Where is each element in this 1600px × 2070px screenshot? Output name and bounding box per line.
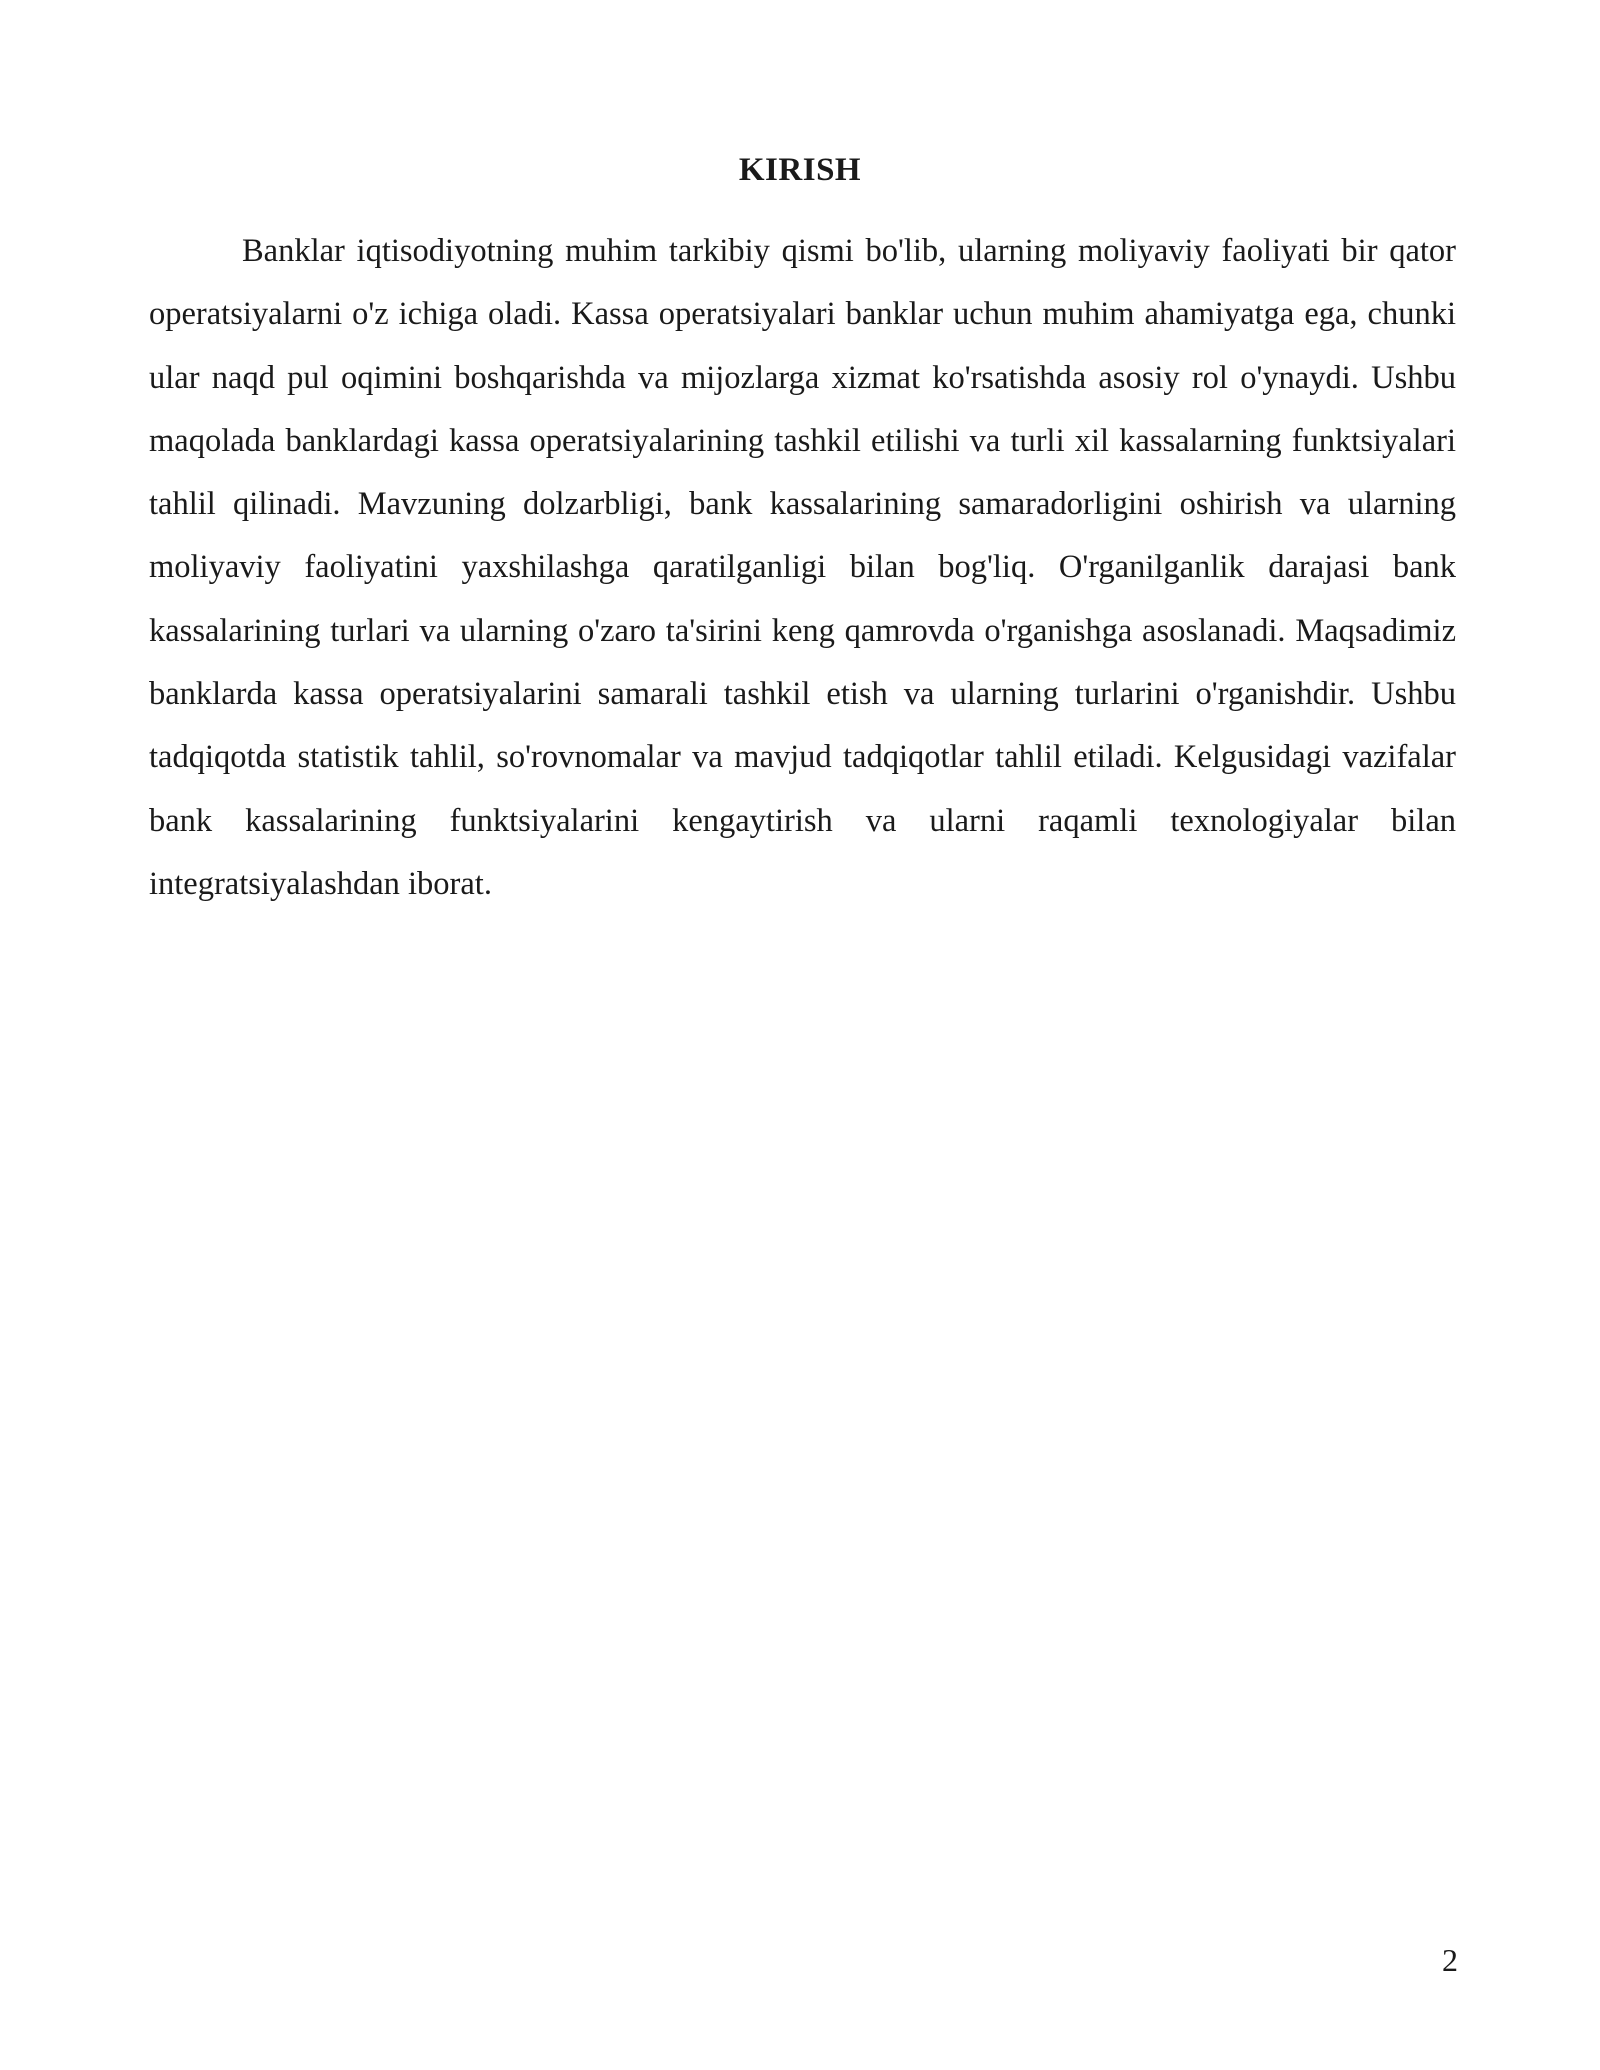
section-heading: KIRISH (738, 152, 862, 188)
intro-paragraph: Banklar iqtisodiyotning muhim tarkibiy qismi bo'lib, ularning moliyaviy faoliyati bir qator operatsiyalarni o'z ichiga oladi. Kassa operatsiyalari banklar uchun muhim ahamiyatga ega, chunki ular naqd pul oqimini boshqarishda va mijozlarga xizmat ko'rsatishda asosiy rol o'ynaydi. Ushbu maqolada banklardagi kassa operatsiyalarining tashkil etilishi va turli xil kassalarning funktsiyalari tahlil qilinadi. Mavzuning dolzarbligi, bank kassalarining samaradorligini oshirish va ularning moliyaviy faoliyatini yaxshilashga qaratilganligi bilan bog'liq. O'rganilganlik darajasi bank kassalarining turlari va ularning o'zaro ta'sirini keng qamrovda o'rganishga asoslanadi. Maqsadimiz banklarda kassa operatsiyalarini samarali tashkil etish va ularning turlarini o'rganishdir. Ushbu tadqiqotda statistik tahlil, so'rovnomalar va mavjud tadqiqotlar tahlil etiladi. Kelgusidagi vazifalar bank kassalarining funktsiyalarini kengaytirish va ularni raqamli texnologiyalar bilan integratsiyalashdan iborat. (149, 233, 1456, 902)
page-number: 2 (1442, 1942, 1458, 1978)
